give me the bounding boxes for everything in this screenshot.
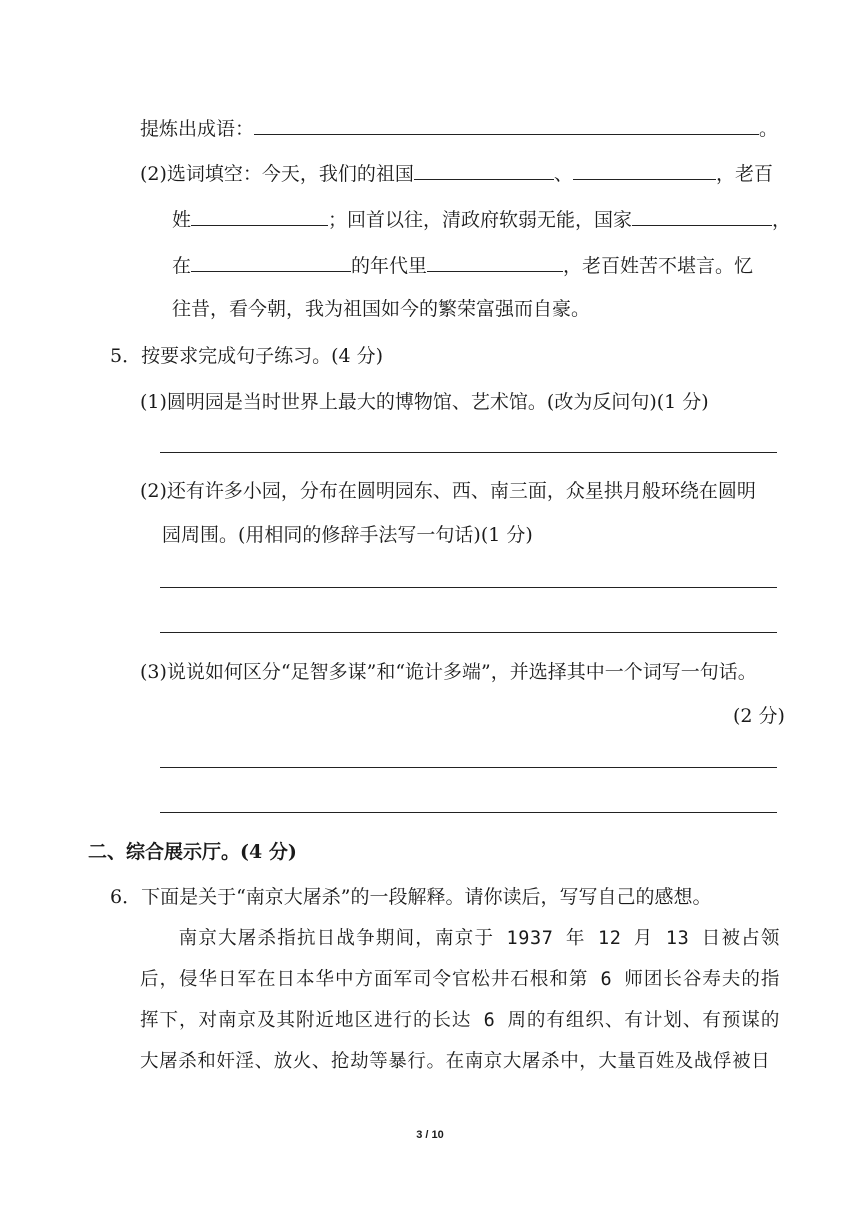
q5-part-2-line-1: (2)还有许多小园，分布在圆明园东、西、南三面，众星拱月般环绕在圆明 <box>140 480 756 502</box>
fill-blank-4[interactable] <box>632 205 772 226</box>
fill-blank-3[interactable] <box>191 205 328 226</box>
fill-words-line-4: 往昔，看今朝，我为祖国如今的繁荣富强而自豪。 <box>172 298 591 320</box>
fill-blank-6[interactable] <box>427 251 563 272</box>
passage-text: 南京大屠杀指抗日战争期间，南京于 1937 年 12 月 13 日被占领后，侵华日军在日本华中方面军司令官松井石根和第 6 师团长谷寿夫的指挥下，对南京及其附近地区进行的长达 6 周的有组织、有计划、有预谋的大屠杀和奸淫、放火、抢劫等暴行。在南京大屠杀中，大量百姓及战俘被日 <box>140 928 780 1072</box>
idiom-label: 提炼出成语： <box>140 118 255 140</box>
section-2-title: 二、综合展示厅。(4 分) <box>88 841 297 863</box>
answer-line-q5-3b[interactable] <box>160 812 777 813</box>
fill-words-line-3: 在 的年代里 ，老百姓苦不堪言。忆 <box>172 251 753 279</box>
q5-part-1: (1)圆明园是当时世界上最大的博物馆、艺术馆。(改为反问句)(1 分) <box>140 391 709 413</box>
answer-line-q5-2a[interactable] <box>160 587 777 588</box>
q5-part-3-line-1: (3)说说如何区分“足智多谋”和“诡计多端”，并选择其中一个词写一句话。 <box>140 661 757 683</box>
fill-blank-5[interactable] <box>191 251 351 272</box>
page-number: 3 / 10 <box>416 1129 444 1141</box>
nanjing-passage <box>140 918 780 1082</box>
q5-part-3-score: (2 分) <box>733 705 785 727</box>
idiom-line: 提炼出成语： 。 <box>140 114 778 142</box>
fill-words-label: (2)选词填空：今天，我们的祖国 <box>140 163 414 185</box>
fill-blank-2[interactable] <box>573 159 716 180</box>
question-5-title: 5．按要求完成句子练习。(4 分) <box>110 345 384 367</box>
answer-line-q5-1[interactable] <box>160 452 777 453</box>
answer-line-q5-2b[interactable] <box>160 632 777 633</box>
fill-blank-1[interactable] <box>414 159 554 180</box>
fill-words-line-2: 姓 ；回首以往，清政府软弱无能，国家 ， <box>172 205 791 233</box>
question-6-prompt: 6．下面是关于“南京大屠杀”的一段解释。请你读后，写写自己的感想。 <box>110 886 712 908</box>
idiom-answer-blank[interactable] <box>254 114 759 135</box>
q5-part-2-line-2: 园周围。(用相同的修辞手法写一句话)(1 分) <box>162 524 533 546</box>
answer-line-q5-3a[interactable] <box>160 767 777 768</box>
fill-words-line-1: (2)选词填空：今天，我们的祖国 、 ，老百 <box>140 159 773 187</box>
